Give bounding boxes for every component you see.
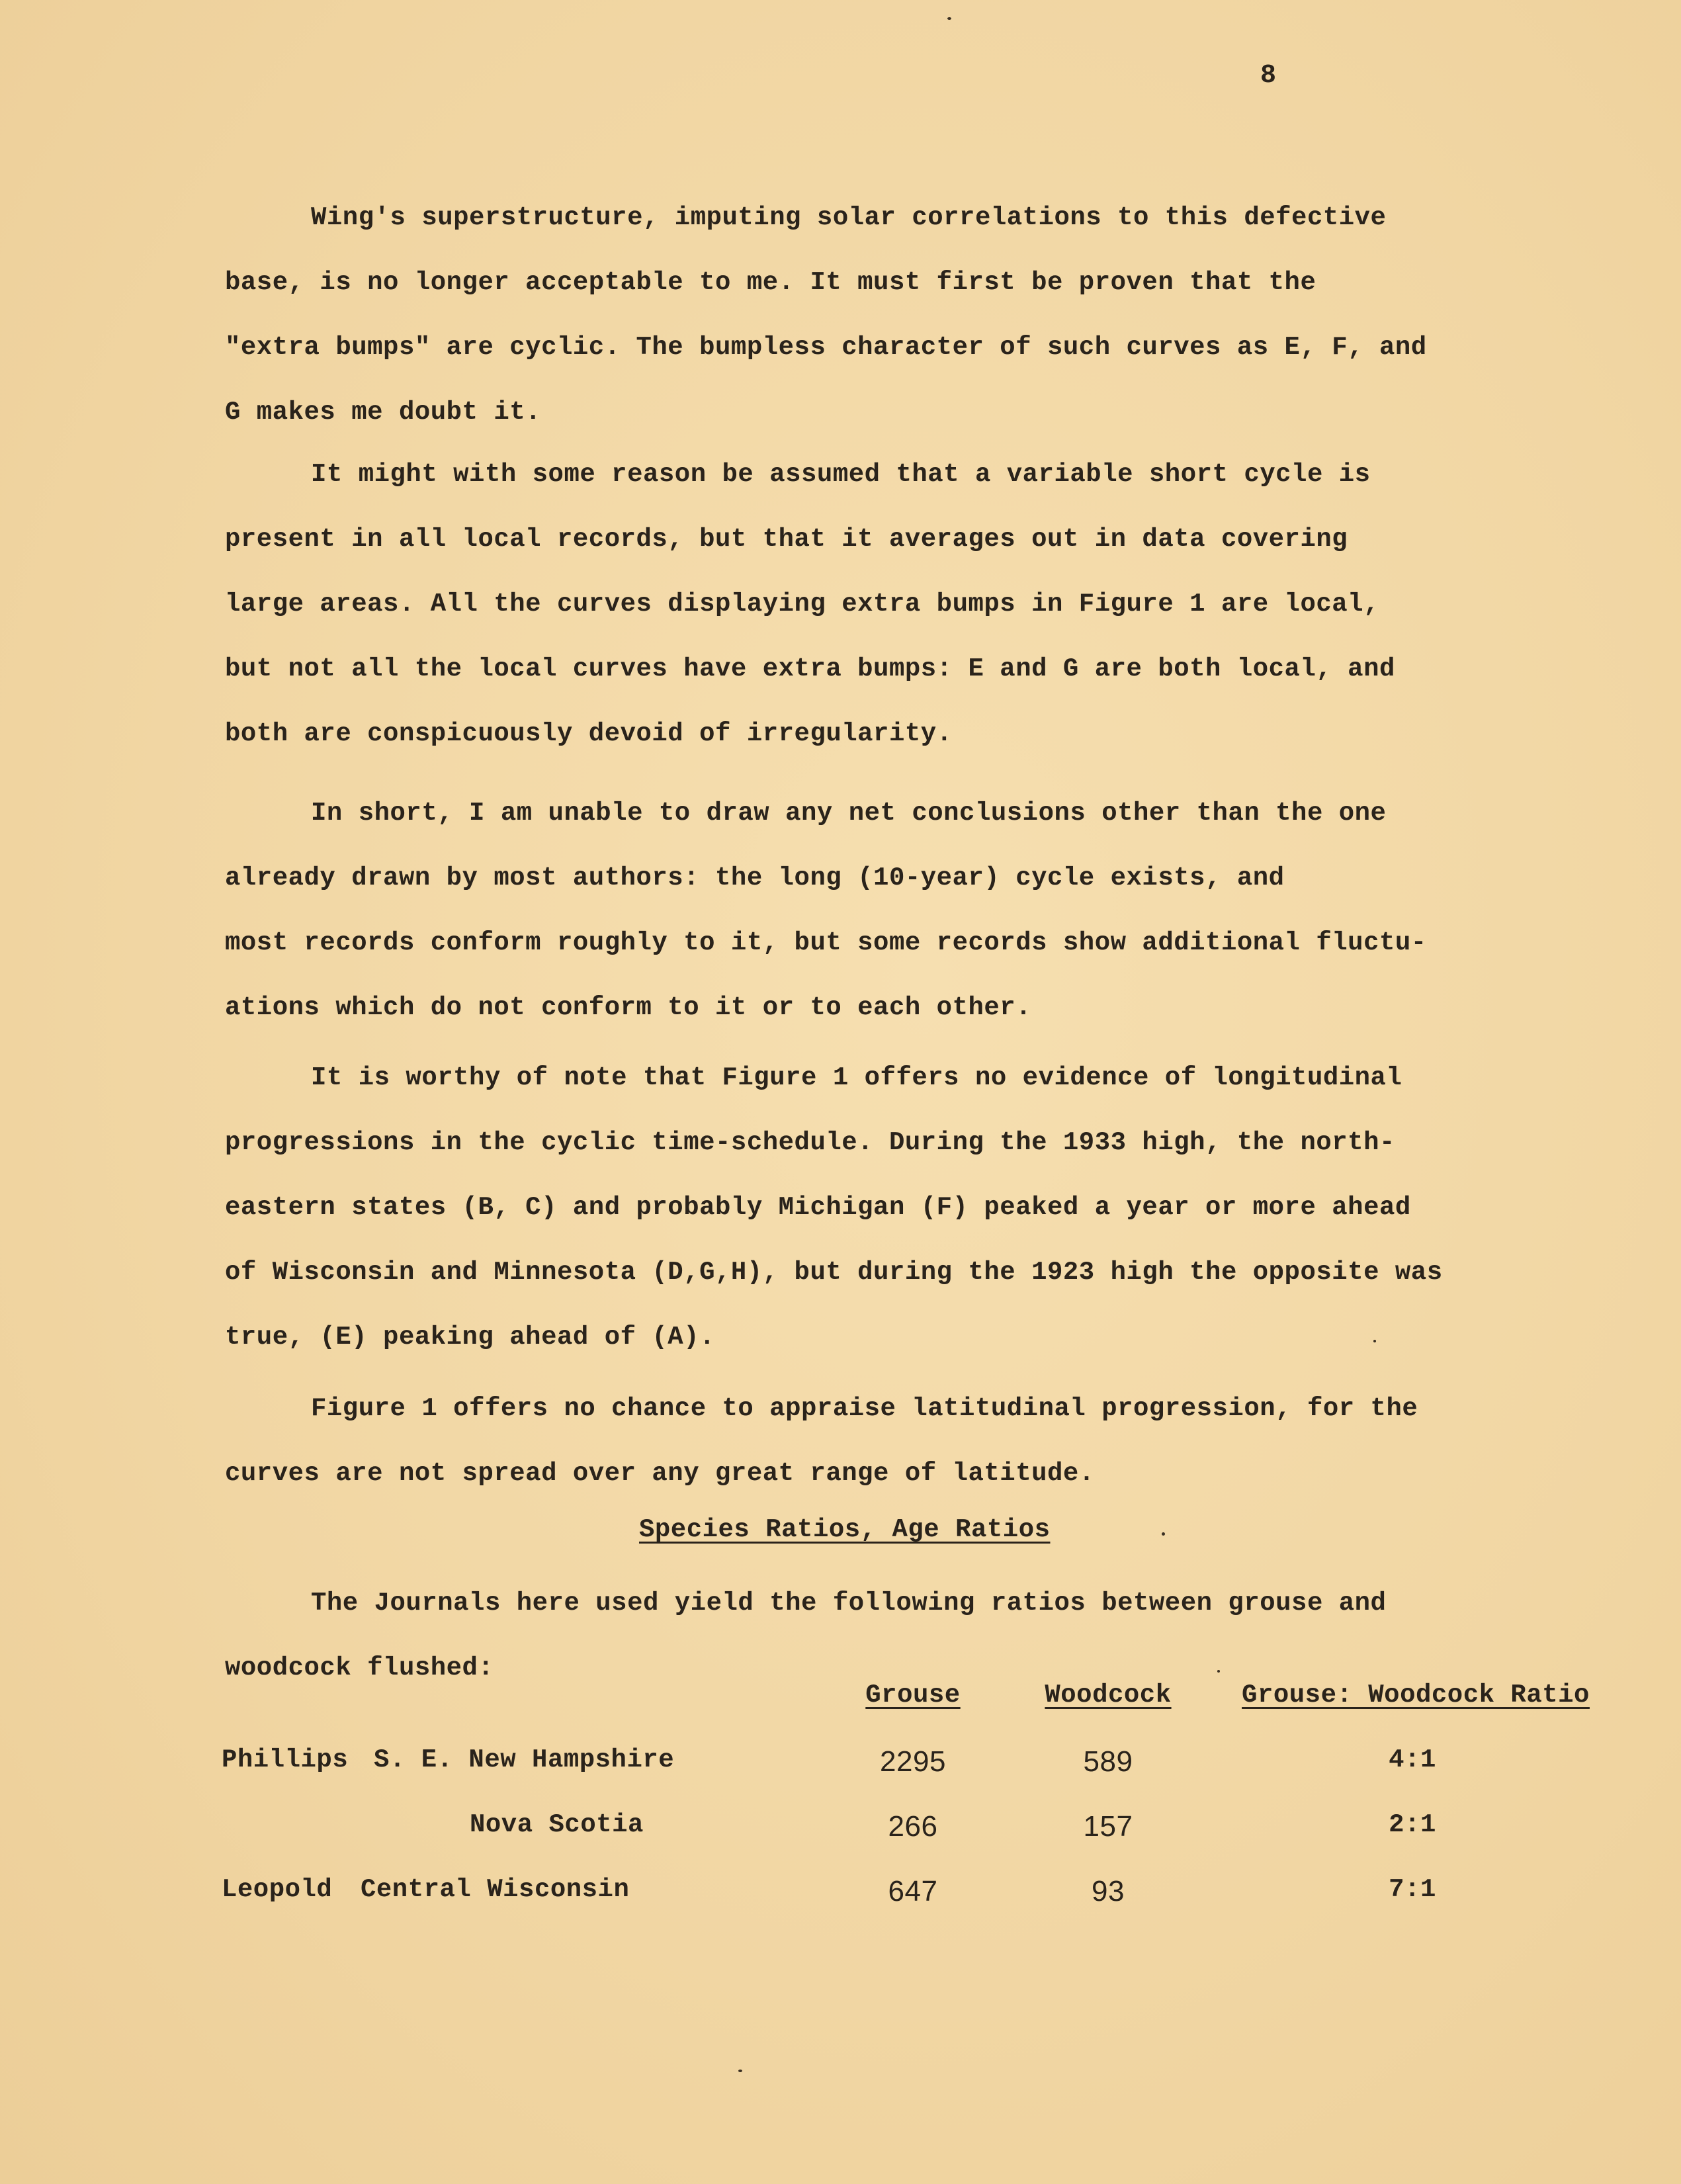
paragraph-text: Wing's superstructure, imputing solar correlations to this defective base, is no longer acceptable to me. It must first be proven that the "extra bumps" are cyclic. The bumpless character of such curves as E, F, and G makes me doubt it. [225,203,1427,427]
location-cell: S. E. New Hampshire [374,1745,675,1774]
location-cell: Central Wisconsin [361,1875,630,1904]
ratio-cell: 7:1 [1389,1875,1436,1904]
header-grouse: Grouse [865,1681,961,1710]
ratio-cell: 2:1 [1389,1810,1436,1839]
paragraph-latitudinal [225,1376,1535,1506]
table-row [222,1875,1611,1940]
paragraph-wing-superstructure [225,185,1535,445]
location-cell: Nova Scotia [470,1810,644,1839]
paragraph-short-cycle [225,442,1535,766]
paragraph-text: Figure 1 offers no chance to appraise latitudinal progression, for the curves are not spread over any great range of latitude. [225,1394,1418,1488]
page-number: 8 [1260,61,1277,91]
woodcock-cell: 157 [1083,1810,1133,1843]
table-row [222,1745,1611,1810]
ratio-table [222,1681,1611,1940]
paragraph-conclusions [225,781,1535,1040]
paragraph-text: It might with some reason be assumed that a variable short cycle is present in all local records, but that it averages out in data covering large areas. All the curves displaying extra bumps in Figure 1 are local, but not all the local curves have extra bumps: E and G are both local, and both are conspicuously devoid of irregularity. [225,460,1395,748]
grouse-cell: 2295 [880,1745,946,1778]
paper-speck [947,17,951,20]
woodcock-cell: 589 [1083,1745,1133,1778]
table-header-row [222,1681,1611,1745]
paragraph-text: In short, I am unable to draw any net conclusions other than the one already drawn by most authors: the long (10-year) cycle exists, and most records conform roughly to it, but some records show additional fluctu- ations which do not conform to it or to each other. [225,799,1427,1022]
table-row [222,1810,1611,1875]
section-heading: Species Ratios, Age Ratios [639,1515,1051,1544]
paper-speck [738,2070,742,2072]
paper-speck [1217,1670,1220,1673]
ratio-cell: 4:1 [1389,1745,1436,1774]
grouse-cell: 266 [888,1810,938,1843]
paragraph-text: The Journals here used yield the following ratios between grouse and woodcock flushed: [225,1589,1387,1682]
paper-speck [1373,1340,1376,1342]
paper-speck [1162,1532,1165,1536]
woodcock-cell: 93 [1092,1875,1125,1907]
paragraph-text: It is worthy of note that Figure 1 offers no evidence of longitudinal progressions in the cyclic time-schedule. During the 1933 high, the north- eastern states (B, C) and probably Michigan (F) peaked a year or more ahead of Wisconsin and Minnesota (D,G,H), but during the 1923 high the opposite was true, (E) peaking ahead of (A). [225,1063,1443,1352]
paragraph-longitudinal [225,1045,1535,1370]
observer-cell: Phillips [222,1745,349,1774]
header-ratio: Grouse: Woodcock Ratio [1242,1681,1590,1710]
grouse-cell: 647 [888,1875,938,1907]
header-woodcock: Woodcock [1045,1681,1172,1710]
observer-cell: Leopold [222,1875,333,1904]
